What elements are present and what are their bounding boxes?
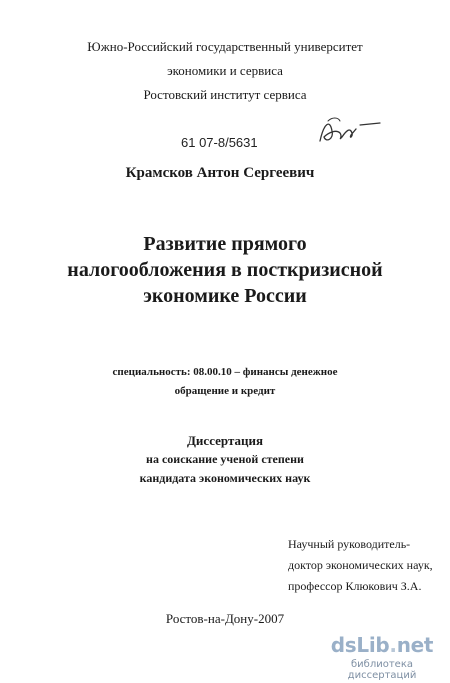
advisor-line-1: Научный руководитель-: [288, 537, 411, 551]
institution-line-3: Ростовский институт сервиса: [143, 87, 307, 102]
dissertation-block: [0, 431, 450, 488]
author-name: Крамсков Антон Сергеевич: [125, 165, 315, 181]
watermark-logo: [322, 633, 442, 657]
degree-line-2: кандидата экономических наук: [139, 471, 311, 485]
scientific-advisor: [288, 534, 433, 597]
dissertation-heading: Диссертация: [186, 433, 264, 448]
watermark-logo-tld: net: [396, 633, 434, 657]
dissertation-title: [0, 231, 450, 309]
watermark-logo-main: dsLib: [330, 633, 390, 657]
advisor-line-3: профессор Клюкович З.А.: [288, 579, 422, 593]
city-year: Ростов-на-Дону-2007: [165, 611, 285, 626]
institution-line-1: Южно-Российский государственный университет: [87, 39, 363, 54]
watermark-logo-dot: .: [389, 633, 397, 657]
specialty-line-1: специальность: 08.00.10 – финансы денежное: [112, 366, 338, 378]
registration-number: 61 07-8/5631: [181, 135, 258, 150]
title-line-3: экономике России: [143, 285, 307, 307]
handwritten-signature: [316, 113, 386, 149]
watermark: [322, 633, 442, 681]
degree-line-1: на соискание ученой степени: [146, 452, 304, 466]
advisor-line-2: доктор экономических наук,: [288, 558, 433, 572]
title-line-1: Развитие прямого: [143, 233, 307, 255]
title-line-2: налогообложения в посткризисной: [67, 259, 383, 281]
watermark-subtitle: библиотека диссертаций: [347, 659, 417, 681]
institution-line-2: экономики и сервиса: [167, 63, 283, 78]
specialty-line-2: обращение и кредит: [174, 385, 276, 397]
specialty: [0, 363, 450, 401]
